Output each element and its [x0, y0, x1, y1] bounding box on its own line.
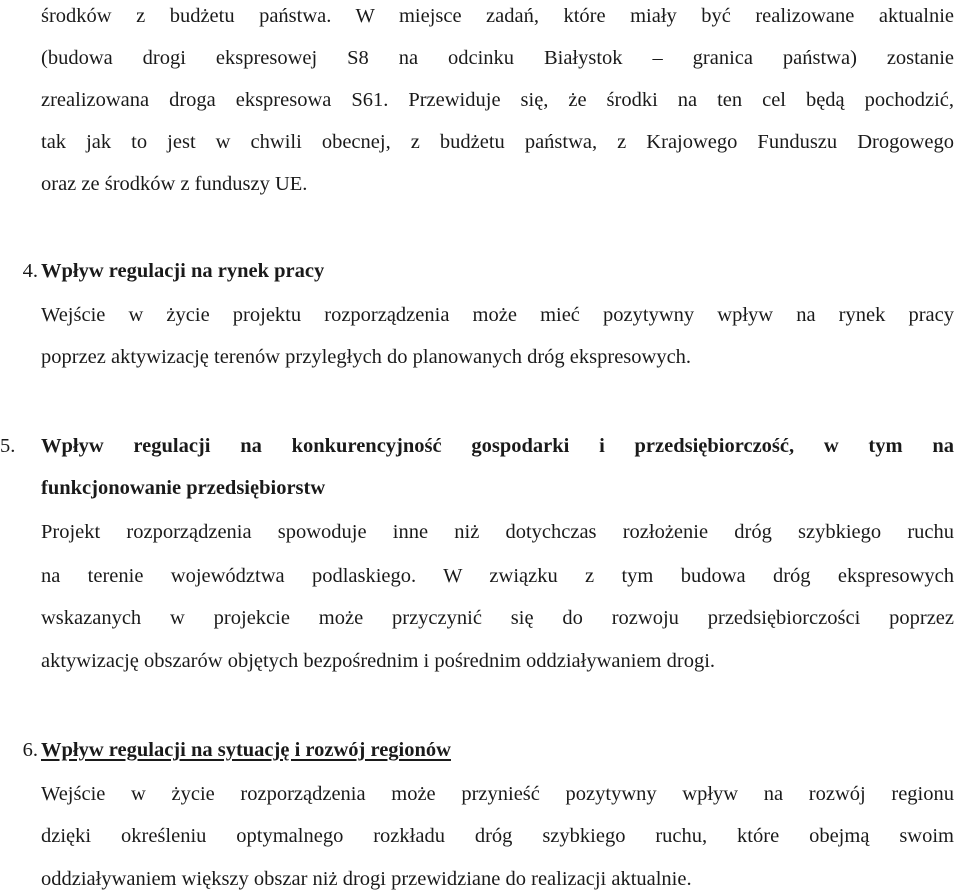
section-number: 6. — [22, 739, 38, 761]
intro-line: zrealizowana droga ekspresowa S61. Przewiduje się, że środki na ten cel będą pochodzić, — [41, 89, 954, 111]
section-title: Wpływ regulacji na konkurencyjność gospodarki i przedsiębiorczość, w tym na — [41, 435, 954, 457]
section-line: Projekt rozporządzenia spowoduje inne niż dotychczas rozłożenie dróg szybkiego ruchu — [41, 521, 954, 543]
section-heading — [22, 258, 954, 284]
section-title-continued: funkcjonowanie przedsiębiorstw — [41, 477, 326, 499]
intro-line: oraz ze środków z funduszy UE. — [41, 173, 308, 195]
section-heading — [22, 737, 954, 763]
section-line: oddziaływaniem większy obszar niż drogi przewidziane do realizacji aktualnie. — [41, 868, 692, 890]
section-line: wskazanych w projekcie może przyczynić się do rozwoju przedsiębiorczości poprzez — [41, 607, 954, 629]
section-heading — [0, 433, 954, 459]
section-title: Wpływ regulacji na rynek pracy — [41, 260, 325, 282]
section-line: Wejście w życie projektu rozporządzenia może mieć pozytywny wpływ na rynek pracy — [41, 304, 954, 326]
intro-line: środków z budżetu państwa. W miejsce zadań, które miały być realizowane aktualnie — [41, 5, 954, 27]
section-title: Wpływ regulacji na sytuację i rozwój regionów — [41, 739, 451, 761]
section-line: dzięki określeniu optymalnego rozkładu dróg szybkiego ruchu, które obejmą swoim — [41, 825, 954, 847]
intro-line: tak jak to jest w chwili obecnej, z budżetu państwa, z Krajowego Funduszu Drogowego — [41, 131, 954, 153]
section-number: 4. — [22, 260, 38, 282]
section-line: poprzez aktywizację terenów przyległych do planowanych dróg ekspresowych. — [41, 346, 692, 368]
intro-line: (budowa drogi ekspresowej S8 na odcinku Białystok – granica państwa) zostanie — [41, 47, 954, 69]
section-line: na terenie województwa podlaskiego. W związku z tym budowa dróg ekspresowych — [41, 565, 954, 587]
section-number: 5. — [0, 435, 16, 457]
section-line: aktywizację obszarów objętych bezpośrednim i pośrednim oddziaływaniem drogi. — [41, 650, 716, 672]
section-line: Wejście w życie rozporządzenia może przynieść pozytywny wpływ na rozwój regionu — [41, 783, 954, 805]
